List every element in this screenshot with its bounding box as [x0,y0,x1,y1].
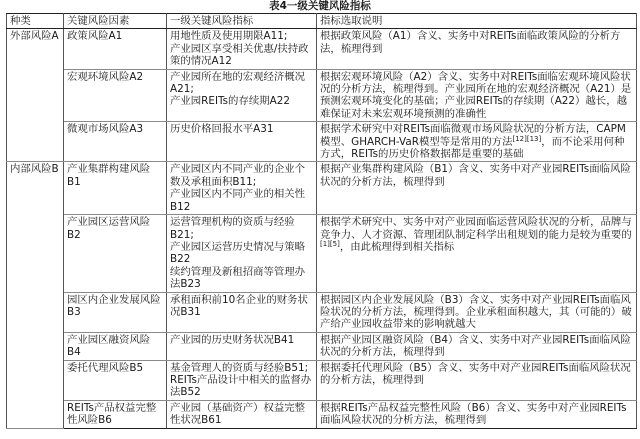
explanation-text: 根据学术研究中对REITs面临微观市场风险状况的分析方法，CAPM模型、GHARCH-VaR模型等是常用的方法 [320,123,626,148]
header-primary-indicator: 一级关键风险指标 [167,14,317,29]
risk-factor-cell: 委托代理风险B5 [64,360,167,400]
risk-factor-cell: 产业集群构建风险B1 [64,162,167,215]
indicator-cell [167,69,317,122]
risk-factor-cell: 微观市场风险A3 [64,122,167,162]
indicator-line: 产业园区内不同产业的相关性B12 [170,188,306,213]
indicator-line: 运营管理机构的资质与经验B21; [170,216,295,241]
explanation-cell: 根据政策风险（A1）含义、实务中对REITs面临政策风险的分析方法，梳理得到 [317,29,637,69]
risk-factor-cell: 产业园区融资风险B4 [64,332,167,360]
explanation-cell: 根据产业园区融资风险（B4）含义、实务中对产业园REITs面临风险状况的分析方法，梳理得到 [317,332,637,360]
indicator-line: REITs产品设计中相关的监督办法B52 [170,373,312,399]
header-selection-explanation: 指标选取说明 [317,14,637,29]
table-header-row [7,14,637,29]
table-row [7,69,637,122]
explanation-cell: 根据园区内企业发展风险（B3）含义、实务中对产业园REITs面临风险状况的分析方法，梳理得到。企业承租面积越大，其（可能的）破产给产业园收益带来的影响就越大 [317,292,637,332]
risk-factor-cell: 园区内企业发展风险B3 [64,292,167,332]
category-cell: 外部风险A [7,29,64,162]
risk-indicator-table [6,13,637,429]
table-row [7,122,637,162]
risk-factor-cell: 宏观环境风险A2 [64,69,167,122]
indicator-cell [167,332,317,360]
indicator-line: 基金管理人的资质与经验B51; [170,361,309,374]
explanation-text: ，由此梳理得到相关指标 [339,240,455,253]
table-row [7,162,637,215]
table-row [7,332,637,360]
indicator-line: 产业园区内不同产业的企业个数及承租面积B11; [170,163,306,188]
explanation-text: ，而不论采用何种方式，REITs的历史价格数据都是重要的基础 [320,135,625,161]
explanation-cell: 根据宏观环境风险（A2）含义、实务中对REITs面临宏观环境风险状况的分析方法，梳理得到。产业园所在地的宏观经济概况（A21）是预测宏观环境变化的基础；产业园REITs的存续期（A22）越长，越难保证对未来宏观环境预测的准确性 [317,69,637,122]
indicator-cell [167,162,317,215]
header-risk-factor: 关键风险因素 [64,14,167,29]
table-row [7,400,637,428]
category-cell: 内部风险B [7,162,64,428]
indicator-line: 产业园REITs的存续期A22 [170,95,290,108]
table-row [7,29,637,69]
indicator-line: 用地性质及使用期限A11; [170,30,288,43]
indicator-cell [167,400,317,428]
indicator-line: 产业园区享受相关优惠/扶持政策的情况A12 [170,42,309,68]
table-row [7,215,637,292]
indicator-cell [167,360,317,400]
citation-ref: [1][5] [320,239,340,248]
risk-factor-cell: 政策风险A1 [64,29,167,69]
citation-ref: [12][13] [512,134,542,143]
explanation-cell: 根据产业集群构建风险（B1）含义、实务中对产业园REITs面临风险状况的分析方法，梳理得到 [317,162,637,215]
indicator-cell [167,122,317,162]
indicator-line: 历史价格回报水平A31 [170,123,274,136]
indicator-line: 产业园区运营历史情况与策略B22 [170,240,306,266]
table-row [7,360,637,400]
indicator-line: 产业园（基础资产）权益完整性状况B61 [170,401,306,427]
indicator-line: 续约管理及新租招商等管理办法B23 [170,265,306,291]
table-caption: 表4一级关键风险指标 [269,0,371,12]
indicator-line: 产业园所在地的宏观经济概况A21; [170,70,306,96]
explanation-cell [317,215,637,292]
indicator-cell [167,215,317,292]
indicator-cell [167,292,317,332]
indicator-line: 承租面积前10名企业的财务状况B31 [170,293,308,318]
explanation-cell [317,122,637,162]
explanation-cell: 根据委托代理风险（B5）含义、实务中对产业园REITs面临风险状况的分析方法，梳理得到 [317,360,637,400]
risk-factor-cell: REITs产品权益完整性风险B6 [64,400,167,428]
table-row [7,292,637,332]
indicator-cell [167,29,317,69]
explanation-text: 根据学术研究中、实务中对产业园面临运营风险状况的分析，品牌与竞争力、人才资源、管理团队制定科学出租规划的能力是较为重要的 [320,216,632,241]
indicator-line: 产业园的历史财务状况B41 [170,333,295,346]
risk-factor-cell: 产业园区运营风险B2 [64,215,167,292]
explanation-cell: 根据REITs产品权益完整性风险（B6）含义、实务中对产业园REITs面临风险状况的分析方法，梳理得到 [317,400,637,428]
header-category: 种类 [7,14,64,29]
